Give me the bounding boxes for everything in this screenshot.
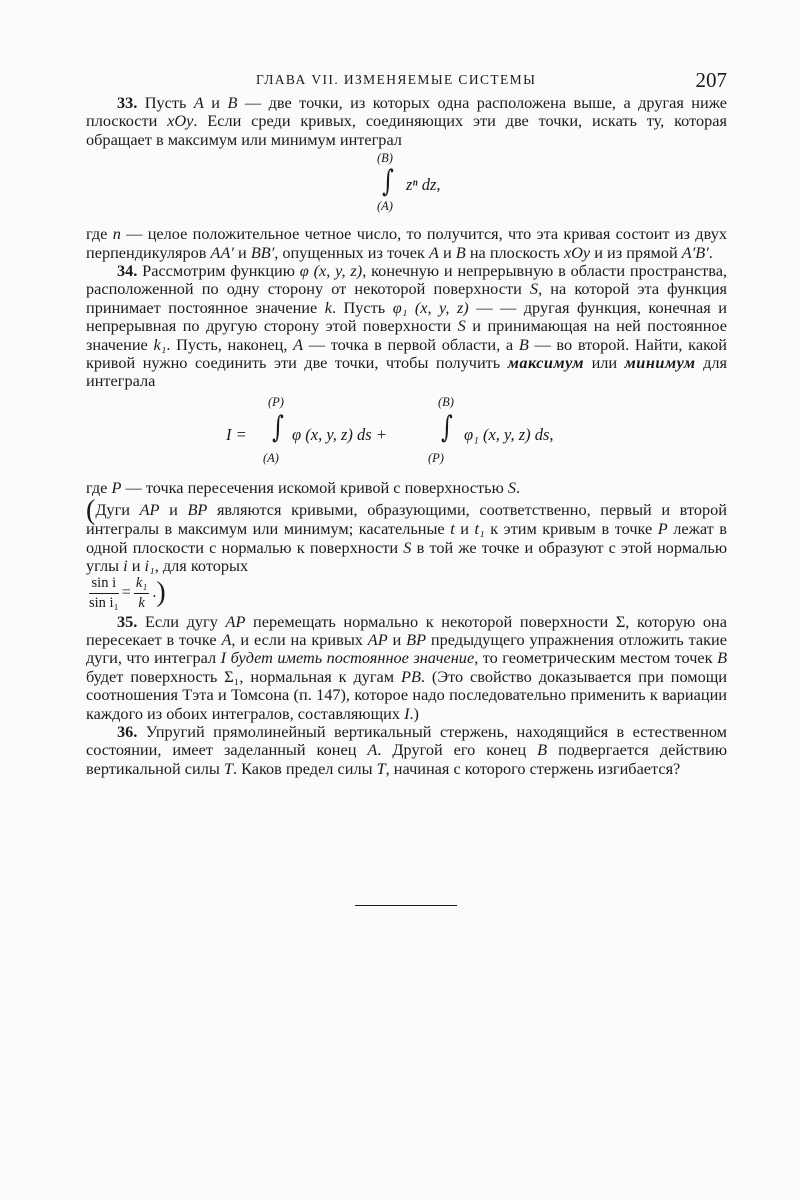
page-body <box>86 60 727 778</box>
lhs: I = <box>226 424 247 444</box>
upper-limit: (B) <box>377 151 393 166</box>
end-rule <box>355 905 457 906</box>
exercise-number: 35. <box>116 611 138 631</box>
integral-sign: ∫ <box>271 409 284 445</box>
running-header <box>86 60 727 94</box>
page-number: 207 <box>695 68 727 92</box>
lower-limit: (A) <box>377 199 393 214</box>
exercise-34-continued: где P — точка пересечения искомой кривой с поверхностью S. <box>86 477 521 497</box>
exercise-33-continued: где n — целое положительное четное число, то получится, что эта кривая состоит из двух перпендикуляров AA′ и BB′, опущенных из точек A и B на плоскость xOy и из прямой A′B′. <box>86 224 727 262</box>
running-title: ГЛАВА VII. ИЗМЕНЯЕМЫЕ СИСТЕМЫ <box>256 72 537 87</box>
integrand: zⁿ dz, <box>406 175 441 195</box>
integral-sign: ∫ <box>381 164 394 200</box>
exercise-number: 36. <box>116 721 138 741</box>
integral-sign: ∫ <box>440 409 453 445</box>
integrand-1: φ (x, y, z) ds + <box>292 424 387 444</box>
exercise-33: 33. Пусть A и B — две точки, из которых одна расположена выше, а другая ниже плоскости xOy. Если среди кривых, соединяющих эти две точки, искать ту, которая обращает в максимум или минимум интеграл <box>86 93 728 149</box>
integrand-2: φ₁ (x, y, z) ds, <box>464 424 554 444</box>
integral-formula-1 <box>86 149 727 225</box>
exercise-34-note: (Дуги AP и BP являются кривыми, образующими, соответственно, первый и второй интегралы в максимум или минимум; касательные t и t₁ к этим кривым в точке P лежат в одной плоскости с нормалью к поверхности S в той же точке и образуют с этой нормалью углы i и i₁, для которых $\frac{\text{sin i}}{\text{sin i₁}}$ = $\frac{\text{k₁}}{k}$ .) <box>86 495 727 611</box>
upper-limit-2: (B) <box>438 394 454 409</box>
lower-limit-1: (A) <box>263 450 279 465</box>
exercise-number: 33. <box>116 93 138 112</box>
integral-formula-2 <box>86 391 727 479</box>
exercise-35: 35. Если дугу AP перемещать нормально к некоторой поверхности Σ, которую она пересекает в точке A, и если на кривых AP и BP предыдущего упражнения отложить такие дуги, что интеграл I будет иметь постоянное значение, то геометрическим местом точек B будет поверхность Σ₁, нормальная к дугам PB. (Это свойство доказывается при помощи соотношения Тэта и Томсона (п. 147), которое надо последовательно применить к вариации каждого из обоих интегралов, составляющих I.) <box>86 611 728 723</box>
upper-limit-1: (P) <box>268 394 284 409</box>
exercise-36: 36. Упругий прямолинейный вертикальный стержень, находящийся в естественном состоянии, имеет заделанный конец A. Другой его конец B подвергается действию вертикальной силы T. Каков предел силы T, начиная с которого стержень изгибается? <box>86 721 727 778</box>
fraction-sin: $\frac{\text{sin i}}{\text{sin i₁}}$ <box>89 574 119 611</box>
exercise-number: 34. <box>116 261 138 281</box>
fraction-k: $\frac{\text{k₁}}{k}$ <box>135 574 148 611</box>
lower-limit-2: (P) <box>428 450 444 465</box>
exercise-34: 34. Рассмотрим функцию φ (x, y, z), конечную и непрерывную в области пространства, расположенной по одну сторону от некоторой поверхности S, на которой эта функция принимает постоянное значение k. Пусть φ₁ (x, y, z) — — другая функция, конечная и непрерывная по другую сторону этой поверхности S и принимающая на ней постоянное значение k₁. Пусть, наконец, A — точка в первой области, а B — во второй. Найти, какой кривой нужно соединить эти две точки, чтобы получить максимум или минимум для интеграла <box>86 261 728 391</box>
